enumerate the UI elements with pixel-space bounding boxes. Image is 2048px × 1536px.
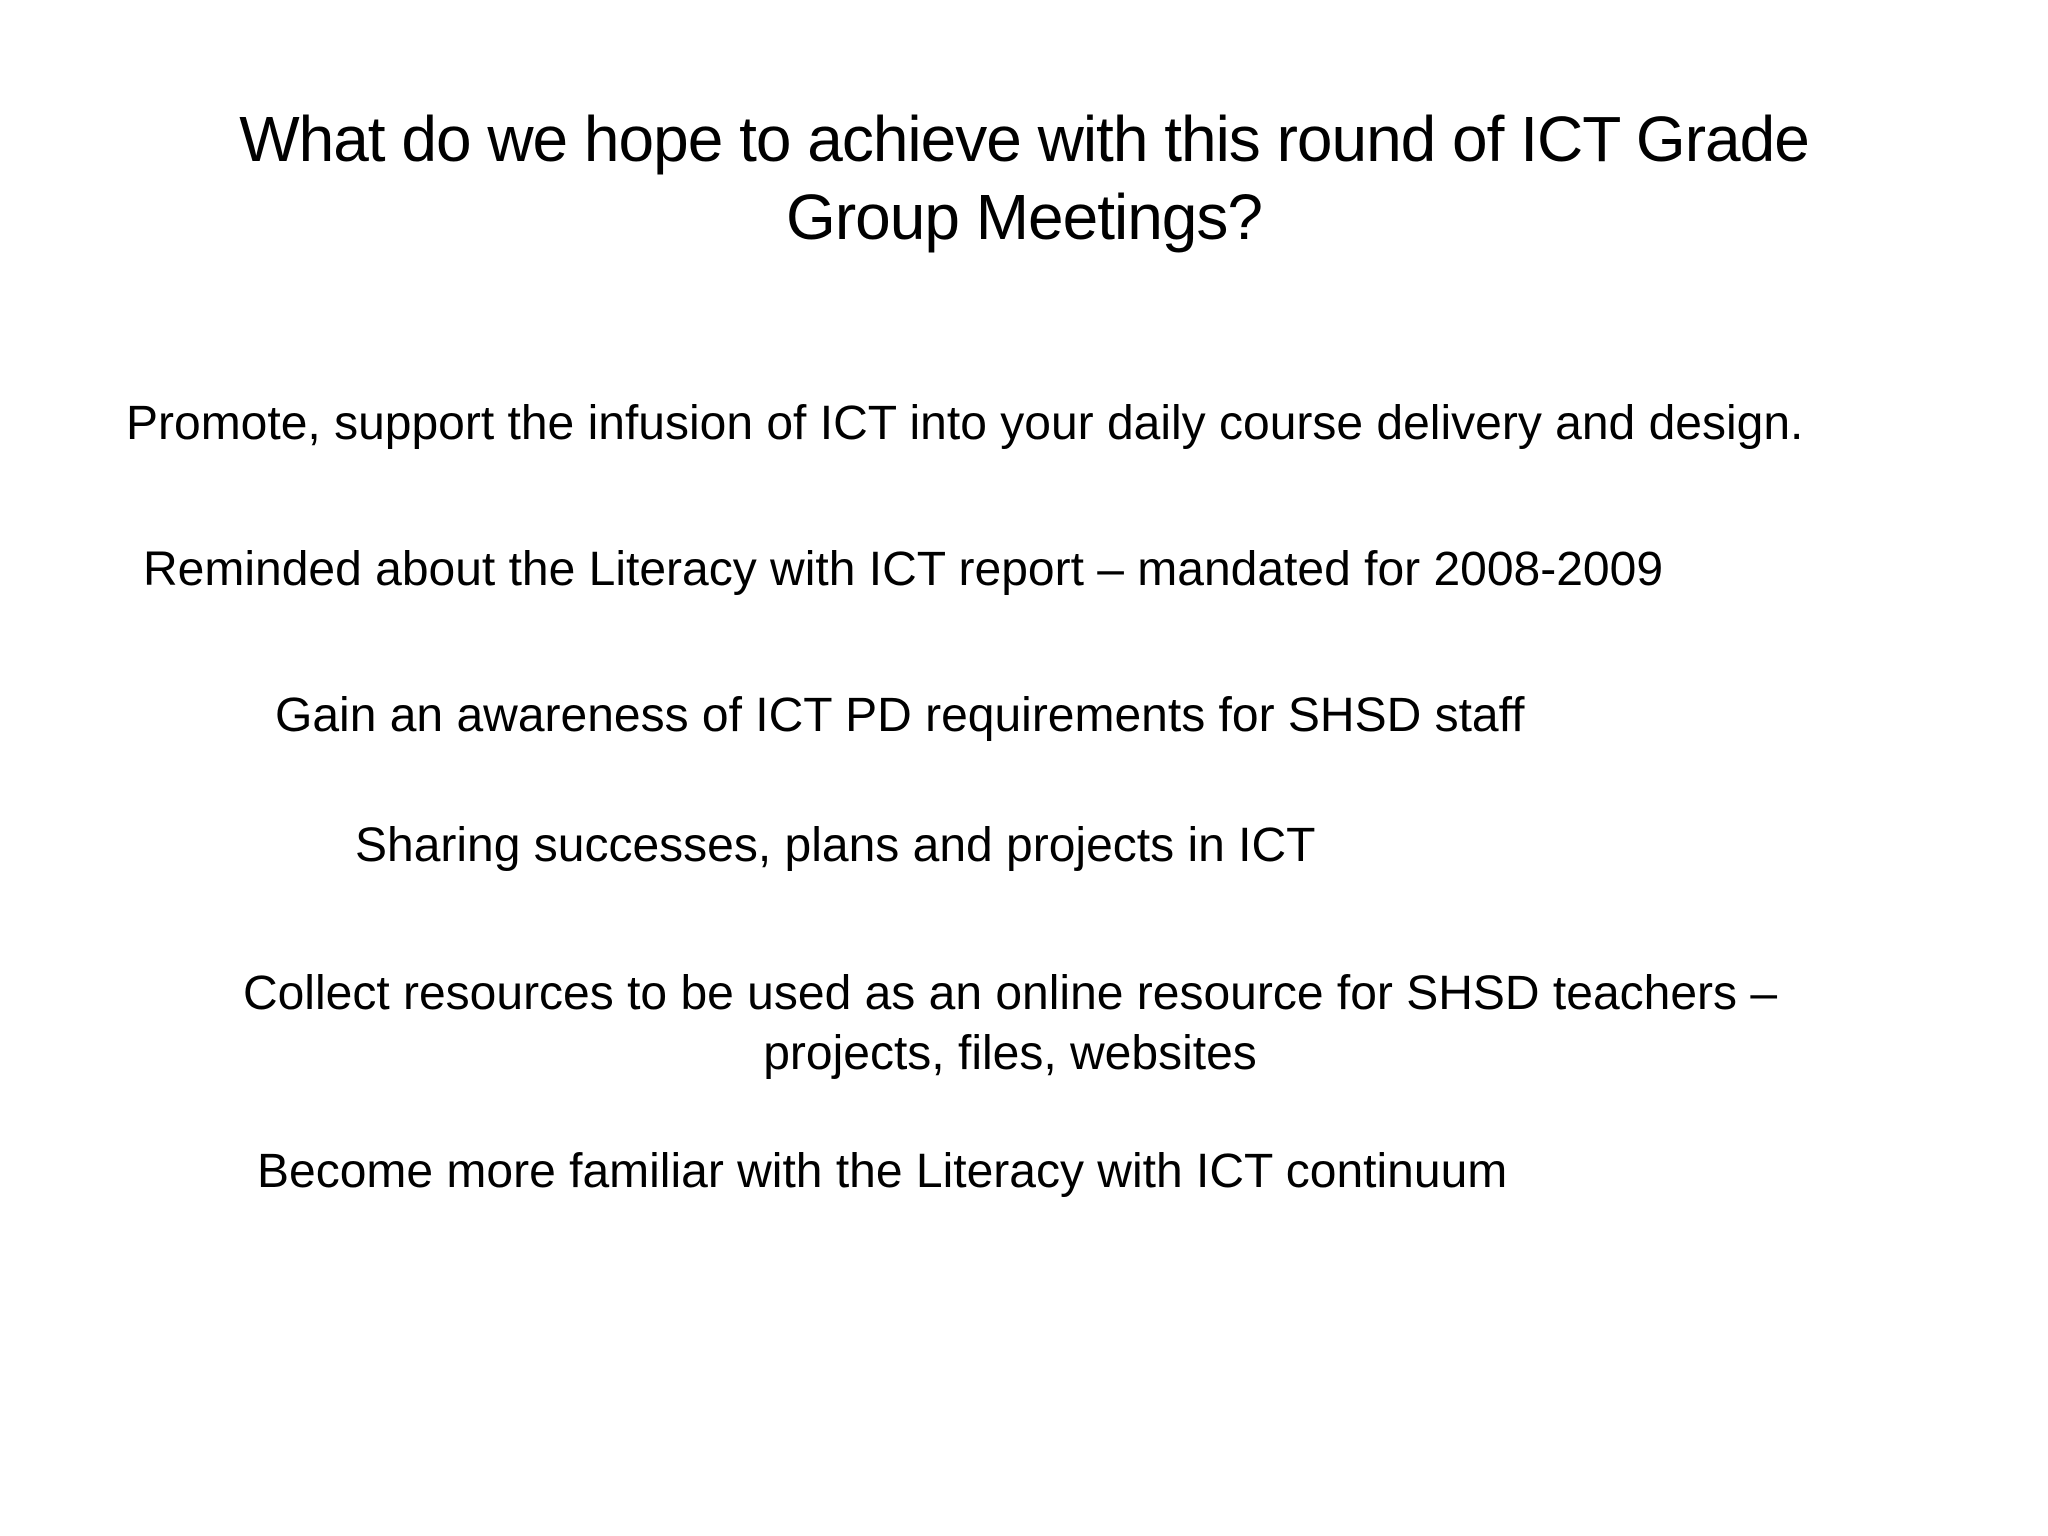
goal-item-literacy-continuum: Become more familiar with the Literacy with ICT continuum <box>257 1145 1508 1198</box>
goal-item-promote-ict: Promote, support the infusion of ICT into your daily course delivery and design. <box>126 397 1804 450</box>
goal-item-literacy-report: Reminded about the Literacy with ICT report – mandated for 2008-2009 <box>143 543 1664 596</box>
slide-title: What do we hope to achieve with this round of ICT Grade Group Meetings? <box>239 103 1809 253</box>
goal-item-pd-requirements: Gain an awareness of ICT PD requirements for SHSD staff <box>275 689 1525 742</box>
goal-item-sharing-successes: Sharing successes, plans and projects in ICT <box>355 819 1316 872</box>
goal-item-collect-resources: Collect resources to be used as an online resource for SHSD teachers – projects, files, websites <box>242 967 1778 1080</box>
